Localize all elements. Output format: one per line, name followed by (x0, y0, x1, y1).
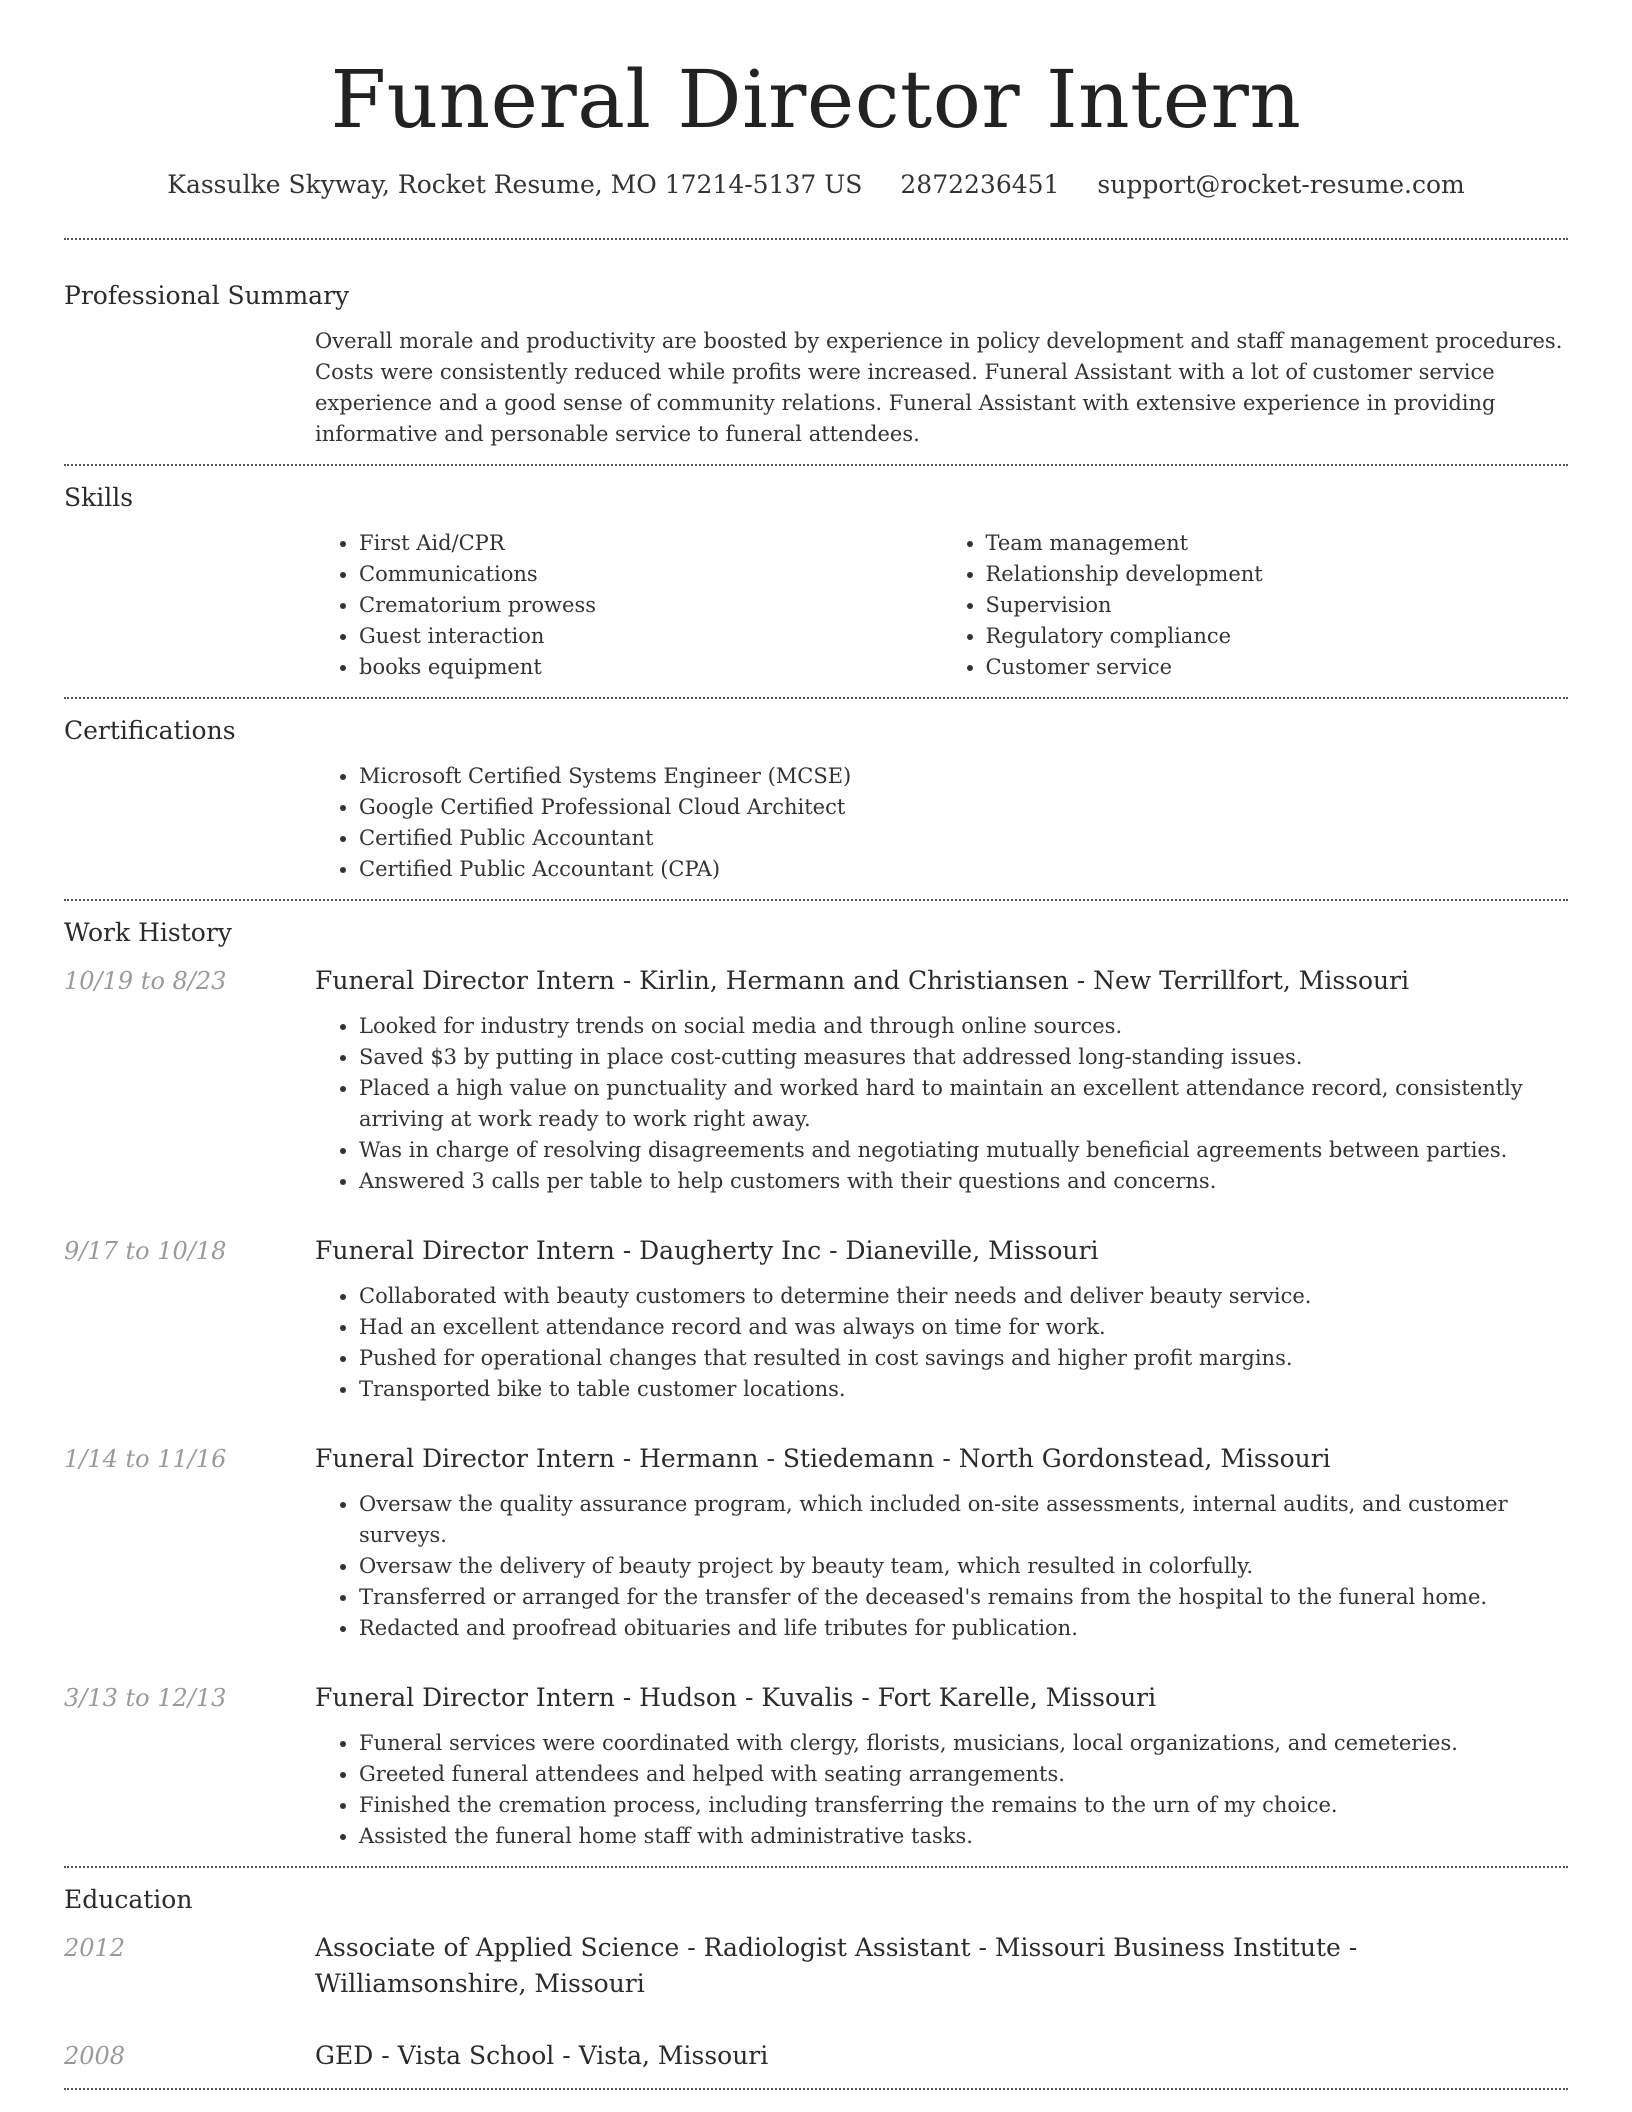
job-details (315, 1441, 1568, 1644)
job-details (315, 1680, 1568, 1852)
education-title-line: Associate of Applied Science - Radiologist Assistant - Missouri Business Institute - Williamsonshire, Missouri (315, 1933, 1358, 1998)
skill-item: • Supervision (986, 590, 1569, 621)
contact-phone: 2872236451 (900, 170, 1060, 199)
education-title: Education (64, 1885, 193, 1914)
job-bullet: • Pushed for operational changes that resulted in cost savings and higher profit margins. (359, 1343, 1568, 1374)
job-title: Funeral Director Intern - Hermann - Stiedemann - North Gordonstead, Missouri (315, 1444, 1331, 1473)
job-bullet: • Oversaw the delivery of beauty project by beauty team, which resulted in colorfully. (359, 1551, 1568, 1582)
skill-item: • books equipment (359, 652, 942, 683)
resume-name: Funeral Director Intern (330, 53, 1302, 146)
job-entry (64, 963, 1568, 1197)
job-bullet: • Greeted funeral attendees and helped with seating arrangements. (359, 1759, 1568, 1790)
skills-list-left (315, 528, 942, 683)
skills-list-right (942, 528, 1569, 683)
skill-item: • Guest interaction (359, 621, 942, 652)
education-title-line: GED - Vista School - Vista, Missouri (315, 2041, 769, 2070)
job-bullets (315, 1011, 1568, 1197)
certification-item: • Certified Public Accountant (359, 823, 1568, 854)
job-bullet: • Collaborated with beauty customers to determine their needs and deliver beauty service. (359, 1281, 1568, 1312)
job-bullet: • Had an excellent attendance record and was always on time for work. (359, 1312, 1568, 1343)
job-bullets (315, 1728, 1568, 1852)
skills-body (315, 528, 1568, 683)
contact-address: Kassulke Skyway, Rocket Resume, MO 17214-5137 US (167, 170, 863, 199)
certification-item: • Certified Public Accountant (CPA) (359, 854, 1568, 885)
job-dates: 10/19 to 8/23 (64, 967, 227, 995)
skill-item: • Customer service (986, 652, 1569, 683)
education-year: 2008 (64, 2042, 126, 2070)
summary-text: Overall morale and productivity are boosted by experience in policy development and staff management procedures. Costs were consistently reduced while profits were increased. Funeral Assistant with a lot of customer service experience and a good sense of community relations. Funeral Assistant with extensive experience in providing informative and personable service to funeral attendees. (315, 329, 1563, 446)
job-bullet: • Transferred or arranged for the transfer of the deceased's remains from the hospital to the funeral home. (359, 1582, 1568, 1613)
certification-item: • Google Certified Professional Cloud Architect (359, 792, 1568, 823)
education-year: 2012 (64, 1934, 126, 1962)
job-title: Funeral Director Intern - Hudson - Kuvalis - Fort Karelle, Missouri (315, 1683, 1157, 1712)
job-details (315, 963, 1568, 1197)
job-bullet: • Placed a high value on punctuality and worked hard to maintain an excellent attendance record, consistently arriving at work ready to work right away. (359, 1073, 1568, 1135)
skills-section (64, 466, 1568, 697)
education-section (64, 1868, 1568, 2088)
skill-item: • Team management (986, 528, 1569, 559)
certifications-title: Certifications (64, 716, 236, 745)
job-bullets (315, 1489, 1568, 1644)
job-bullet: • Finished the cremation process, including transferring the remains to the urn of my choice. (359, 1790, 1568, 1821)
education-entry (64, 1930, 1568, 2002)
job-bullet: • Assisted the funeral home staff with administrative tasks. (359, 1821, 1568, 1852)
job-entry (64, 1441, 1568, 1644)
education-details (315, 1930, 1568, 2002)
job-bullet: • Saved $3 by putting in place cost-cutting measures that addressed long-standing issues. (359, 1042, 1568, 1073)
job-title: Funeral Director Intern - Daugherty Inc - Dianeville, Missouri (315, 1236, 1099, 1265)
skills-title: Skills (64, 483, 134, 512)
job-entry (64, 1233, 1568, 1405)
skill-item: • Crematorium prowess (359, 590, 942, 621)
summary-section (64, 240, 1568, 464)
resume-header (64, 0, 1568, 202)
skill-item: • Regulatory compliance (986, 621, 1569, 652)
job-title: Funeral Director Intern - Kirlin, Hermann and Christiansen - New Terrillfort, Missouri (315, 966, 1410, 995)
job-dates: 9/17 to 10/18 (64, 1237, 227, 1265)
job-bullet: • Redacted and proofread obituaries and life tributes for publication. (359, 1613, 1568, 1644)
job-details (315, 1233, 1568, 1405)
education-details (315, 2038, 1568, 2074)
job-bullet: • Answered 3 calls per table to help customers with their questions and concerns. (359, 1166, 1568, 1197)
job-bullet: • Funeral services were coordinated with clergy, florists, musicians, local organizations, and cemeteries. (359, 1728, 1568, 1759)
job-entry (64, 1680, 1568, 1852)
job-dates: 1/14 to 11/16 (64, 1445, 227, 1473)
job-dates: 3/13 to 12/13 (64, 1684, 227, 1712)
certifications-section (64, 699, 1568, 899)
work-title: Work History (64, 918, 232, 947)
skill-item: • Relationship development (986, 559, 1569, 590)
contact-line (64, 168, 1568, 202)
skill-item: • First Aid/CPR (359, 528, 942, 559)
certification-item: • Microsoft Certified Systems Engineer (MCSE) (359, 761, 1568, 792)
work-section (64, 901, 1568, 1866)
job-bullet: • Looked for industry trends on social media and through online sources. (359, 1011, 1568, 1042)
certifications-list (315, 761, 1568, 885)
job-bullet: • Transported bike to table customer locations. (359, 1374, 1568, 1405)
job-bullet: • Oversaw the quality assurance program, which included on-site assessments, internal audits, and customer surveys. (359, 1489, 1568, 1551)
certifications-body (315, 761, 1568, 885)
summary-body (315, 326, 1568, 450)
section-divider (64, 2088, 1568, 2090)
job-bullet: • Was in charge of resolving disagreements and negotiating mutually beneficial agreements between parties. (359, 1135, 1568, 1166)
contact-email: support@rocket-resume.com (1097, 170, 1465, 199)
education-entry (64, 2038, 1568, 2074)
summary-title: Professional Summary (64, 281, 350, 310)
skill-item: • Communications (359, 559, 942, 590)
job-bullets (315, 1281, 1568, 1405)
